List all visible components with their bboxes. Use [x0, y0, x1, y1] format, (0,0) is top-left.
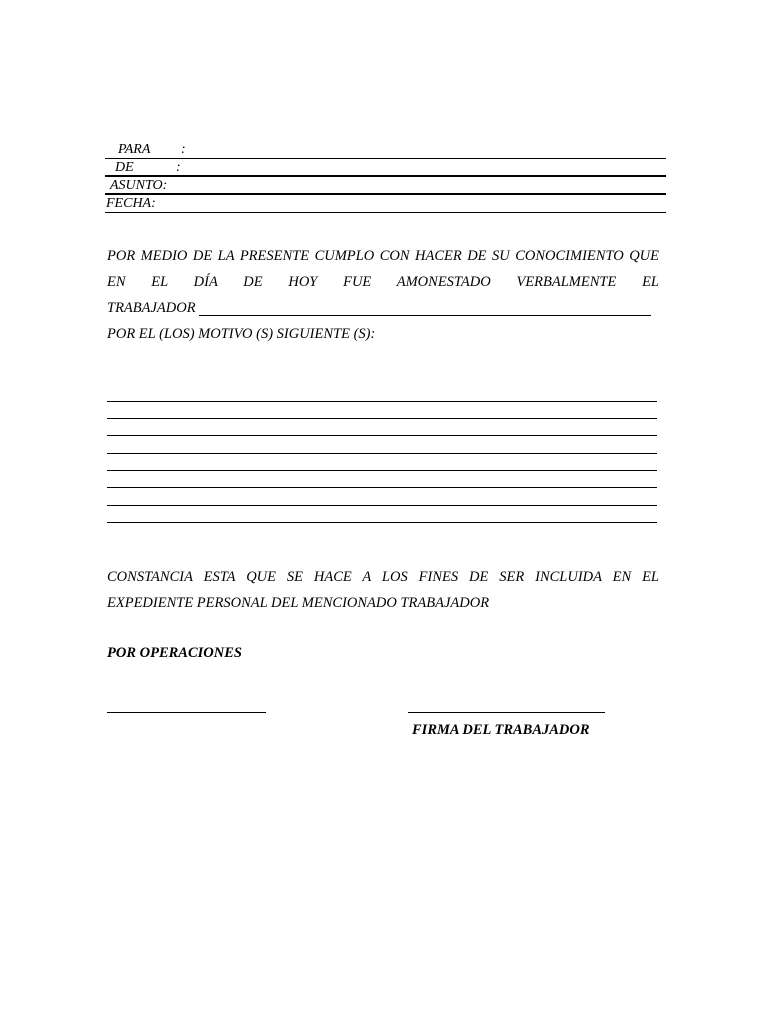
- asunto-label: ASUNTO:: [110, 178, 168, 193]
- reason-line: [107, 470, 657, 471]
- body-line-4: POR EL (LOS) MOTIVO (S) SIGUIENTE (S):: [107, 326, 376, 342]
- reason-line: [107, 401, 657, 402]
- worker-label: TRABAJADOR: [107, 300, 196, 316]
- body-line-2: EN EL DÍA DE HOY FUE AMONESTADO VERBALMENTE EL: [107, 274, 659, 290]
- reason-line: [107, 487, 657, 488]
- operations-label: POR OPERACIONES: [107, 645, 242, 661]
- reason-line: [107, 453, 657, 454]
- de-colon: :: [176, 160, 181, 175]
- fecha-label: FECHA:: [106, 196, 156, 211]
- de-label: DE: [115, 160, 134, 175]
- worker-signature-line: [408, 712, 605, 713]
- reason-line: [107, 522, 657, 523]
- worker-signature-label: FIRMA DEL TRABAJADOR: [412, 722, 590, 738]
- body-line-3: [107, 295, 659, 321]
- reason-line: [107, 505, 657, 506]
- reason-line: [107, 435, 657, 436]
- para-label: PARA: [118, 142, 151, 157]
- body-line-1: POR MEDIO DE LA PRESENTE CUMPLO CON HACER DE SU CONOCIMIENTO QUE: [107, 248, 659, 264]
- fecha-line: [105, 212, 666, 213]
- para-colon: :: [181, 142, 186, 157]
- closing-line-1: CONSTANCIA ESTA QUE SE HACE A LOS FINES DE SER INCLUIDA EN EL: [107, 569, 659, 585]
- reason-line: [107, 418, 657, 419]
- para-line: [105, 158, 666, 159]
- worker-name-line: [199, 315, 651, 316]
- operations-signature-line: [107, 712, 266, 713]
- closing-line-2: EXPEDIENTE PERSONAL DEL MENCIONADO TRABAJADOR: [107, 595, 490, 611]
- asunto-line: [105, 193, 666, 195]
- de-line: [105, 175, 666, 177]
